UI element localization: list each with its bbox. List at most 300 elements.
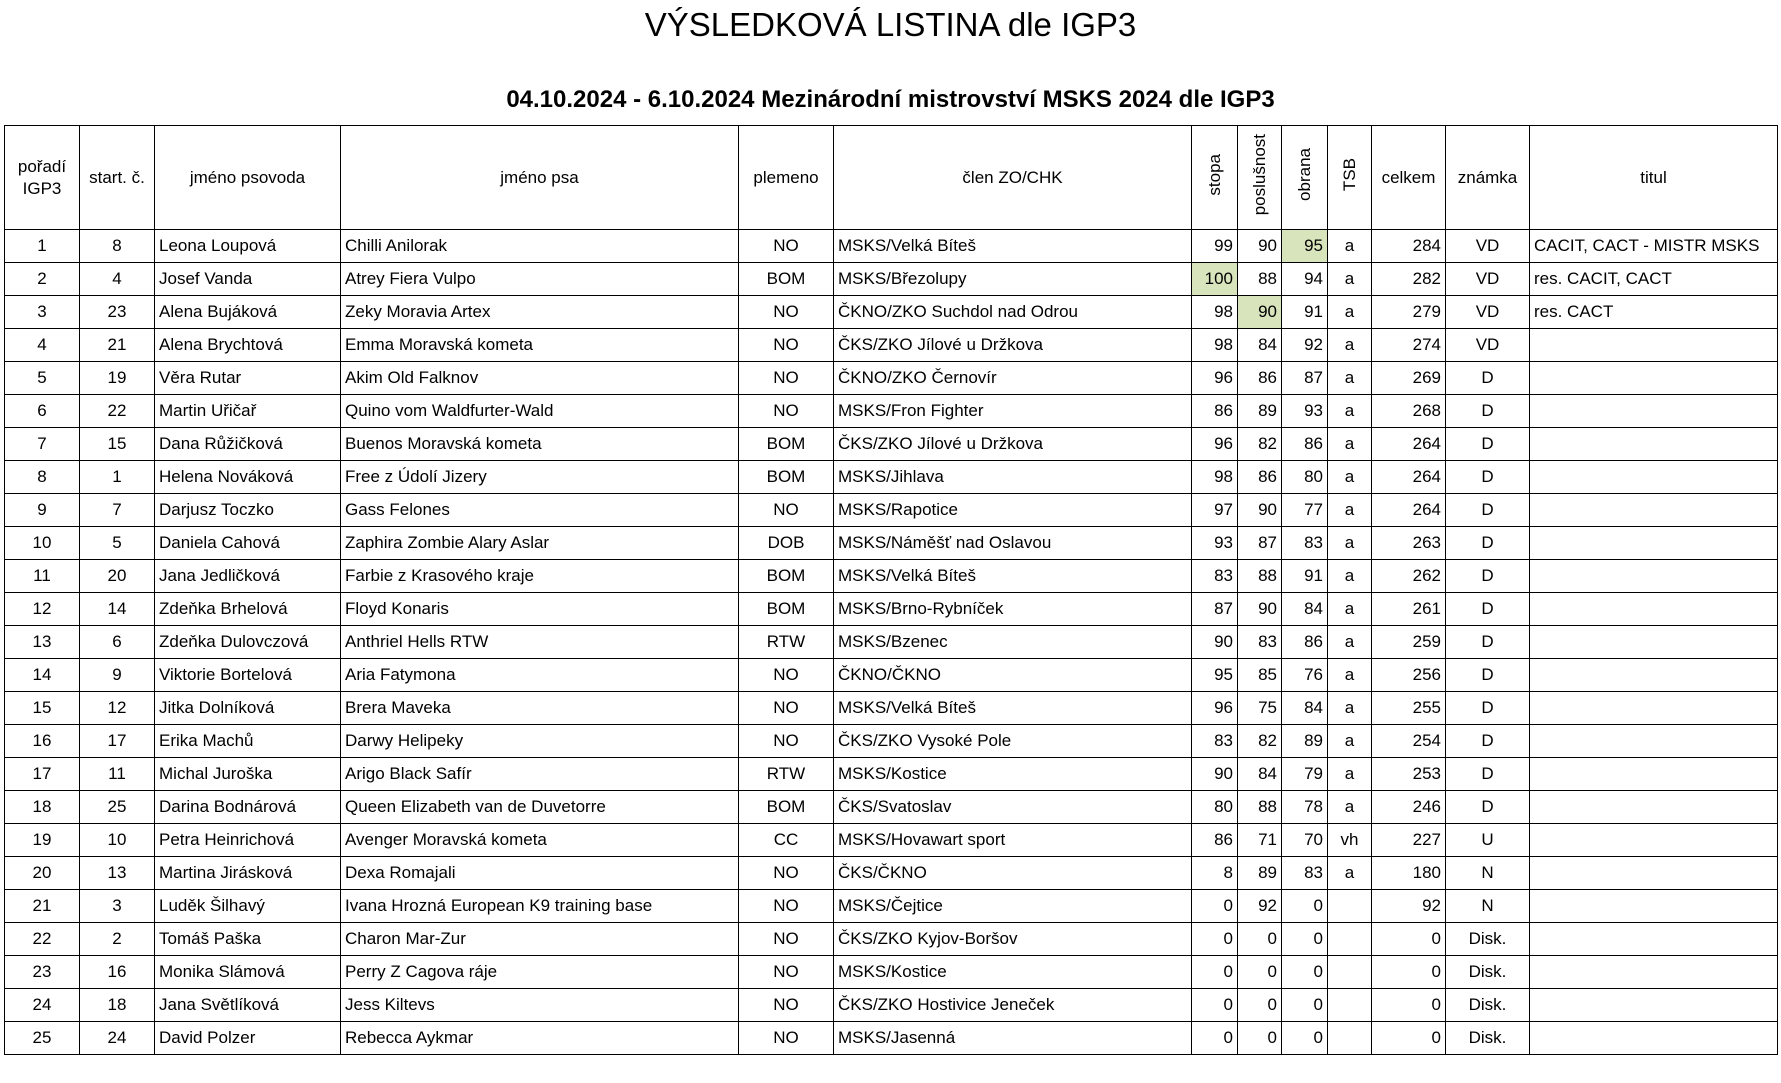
cell-obrana: 83 [1282, 527, 1328, 560]
cell-psovod: Leona Loupová [155, 230, 341, 263]
cell-poradi: 1 [5, 230, 80, 263]
table-row [5, 692, 1778, 725]
cell-poslusnost: 90 [1238, 230, 1282, 263]
cell-poslusnost: 84 [1238, 758, 1282, 791]
cell-start: 18 [80, 989, 155, 1022]
cell-titul: CACIT, CACT - MISTR MSKS [1530, 230, 1778, 263]
cell-obrana: 78 [1282, 791, 1328, 824]
cell-pes: Gass Felones [341, 494, 739, 527]
cell-start: 6 [80, 626, 155, 659]
cell-pes: Aria Fatymona [341, 659, 739, 692]
col-header-znamka: známka [1446, 126, 1530, 230]
col-header-celkem: celkem [1372, 126, 1446, 230]
cell-poslusnost: 89 [1238, 395, 1282, 428]
cell-pes: Arigo Black Safír [341, 758, 739, 791]
cell-poradi: 12 [5, 593, 80, 626]
table-row [5, 461, 1778, 494]
cell-plemeno: CC [739, 824, 834, 857]
cell-stopa: 86 [1192, 824, 1238, 857]
cell-poslusnost: 90 [1238, 593, 1282, 626]
cell-poslusnost: 0 [1238, 1022, 1282, 1055]
cell-poslusnost: 86 [1238, 362, 1282, 395]
table-row [5, 527, 1778, 560]
cell-clen: MSKS/Jihlava [834, 461, 1192, 494]
cell-poradi: 21 [5, 890, 80, 923]
cell-znamka: D [1446, 692, 1530, 725]
cell-plemeno: NO [739, 725, 834, 758]
cell-obrana: 0 [1282, 1022, 1328, 1055]
cell-psovod: Martin Uřičař [155, 395, 341, 428]
cell-tsb [1328, 923, 1372, 956]
cell-znamka: D [1446, 362, 1530, 395]
table-row [5, 494, 1778, 527]
cell-clen: MSKS/Bzenec [834, 626, 1192, 659]
table-row [5, 758, 1778, 791]
cell-plemeno: NO [739, 395, 834, 428]
cell-plemeno: NO [739, 1022, 834, 1055]
cell-znamka: Disk. [1446, 923, 1530, 956]
cell-clen: ČKS/Svatoslav [834, 791, 1192, 824]
table-row [5, 395, 1778, 428]
cell-stopa: 80 [1192, 791, 1238, 824]
cell-plemeno: NO [739, 692, 834, 725]
table-row [5, 659, 1778, 692]
cell-tsb: a [1328, 593, 1372, 626]
cell-stopa: 100 [1192, 263, 1238, 296]
col-header-stopa [1192, 126, 1238, 230]
cell-obrana: 84 [1282, 692, 1328, 725]
col-header-psovod: jméno psovoda [155, 126, 341, 230]
cell-obrana: 84 [1282, 593, 1328, 626]
cell-start: 9 [80, 659, 155, 692]
cell-pes: Chilli Anilorak [341, 230, 739, 263]
cell-tsb: a [1328, 494, 1372, 527]
cell-clen: ČKNO/ZKO Černovír [834, 362, 1192, 395]
cell-tsb: a [1328, 692, 1372, 725]
cell-pes: Akim Old Falknov [341, 362, 739, 395]
cell-psovod: Jitka Dolníková [155, 692, 341, 725]
cell-plemeno: BOM [739, 560, 834, 593]
cell-poradi: 4 [5, 329, 80, 362]
cell-znamka: D [1446, 560, 1530, 593]
cell-znamka: D [1446, 494, 1530, 527]
cell-celkem: 0 [1372, 1022, 1446, 1055]
cell-clen: MSKS/Velká Bíteš [834, 560, 1192, 593]
cell-stopa: 95 [1192, 659, 1238, 692]
cell-clen: ČKNO/ČKNO [834, 659, 1192, 692]
cell-psovod: Zdeňka Brhelová [155, 593, 341, 626]
cell-poslusnost: 88 [1238, 560, 1282, 593]
cell-pes: Farbie z Krasového kraje [341, 560, 739, 593]
cell-celkem: 282 [1372, 263, 1446, 296]
cell-start: 19 [80, 362, 155, 395]
cell-pes: Brera Maveka [341, 692, 739, 725]
table-row [5, 890, 1778, 923]
cell-clen: MSKS/Velká Bíteš [834, 692, 1192, 725]
cell-znamka: Disk. [1446, 1022, 1530, 1055]
cell-titul [1530, 329, 1778, 362]
cell-start: 16 [80, 956, 155, 989]
cell-start: 15 [80, 428, 155, 461]
cell-tsb: a [1328, 461, 1372, 494]
cell-stopa: 90 [1192, 758, 1238, 791]
cell-titul [1530, 461, 1778, 494]
cell-poradi: 9 [5, 494, 80, 527]
cell-plemeno: BOM [739, 428, 834, 461]
cell-poslusnost: 0 [1238, 923, 1282, 956]
cell-titul [1530, 527, 1778, 560]
cell-poslusnost: 75 [1238, 692, 1282, 725]
cell-poradi: 20 [5, 857, 80, 890]
cell-celkem: 274 [1372, 329, 1446, 362]
cell-pes: Zaphira Zombie Alary Aslar [341, 527, 739, 560]
cell-obrana: 86 [1282, 428, 1328, 461]
cell-psovod: Jana Světlíková [155, 989, 341, 1022]
cell-znamka: N [1446, 890, 1530, 923]
cell-stopa: 83 [1192, 725, 1238, 758]
cell-clen: MSKS/Rapotice [834, 494, 1192, 527]
cell-tsb [1328, 1022, 1372, 1055]
cell-stopa: 0 [1192, 989, 1238, 1022]
col-header-plemeno: plemeno [739, 126, 834, 230]
cell-psovod: Luděk Šilhavý [155, 890, 341, 923]
cell-obrana: 92 [1282, 329, 1328, 362]
cell-plemeno: BOM [739, 791, 834, 824]
cell-titul [1530, 560, 1778, 593]
cell-poradi: 23 [5, 956, 80, 989]
table-row [5, 593, 1778, 626]
cell-poslusnost: 85 [1238, 659, 1282, 692]
header-row [5, 126, 1778, 230]
cell-celkem: 256 [1372, 659, 1446, 692]
cell-clen: MSKS/Brno-Rybníček [834, 593, 1192, 626]
cell-titul [1530, 956, 1778, 989]
cell-celkem: 268 [1372, 395, 1446, 428]
cell-stopa: 90 [1192, 626, 1238, 659]
cell-obrana: 94 [1282, 263, 1328, 296]
cell-stopa: 99 [1192, 230, 1238, 263]
cell-poradi: 6 [5, 395, 80, 428]
col-header-titul: titul [1530, 126, 1778, 230]
col-header-obrana [1282, 126, 1328, 230]
cell-plemeno: NO [739, 362, 834, 395]
cell-tsb [1328, 956, 1372, 989]
cell-tsb: a [1328, 791, 1372, 824]
cell-celkem: 180 [1372, 857, 1446, 890]
cell-titul [1530, 989, 1778, 1022]
cell-pes: Atrey Fiera Vulpo [341, 263, 739, 296]
cell-start: 20 [80, 560, 155, 593]
cell-plemeno: NO [739, 989, 834, 1022]
cell-znamka: D [1446, 758, 1530, 791]
cell-clen: ČKS/ZKO Jílové u Držkova [834, 428, 1192, 461]
cell-psovod: Dana Růžičková [155, 428, 341, 461]
cell-znamka: D [1446, 461, 1530, 494]
cell-poradi: 2 [5, 263, 80, 296]
cell-pes: Charon Mar-Zur [341, 923, 739, 956]
cell-stopa: 96 [1192, 692, 1238, 725]
cell-stopa: 96 [1192, 362, 1238, 395]
cell-celkem: 264 [1372, 428, 1446, 461]
cell-celkem: 284 [1372, 230, 1446, 263]
cell-znamka: D [1446, 527, 1530, 560]
cell-poslusnost: 0 [1238, 989, 1282, 1022]
cell-titul [1530, 593, 1778, 626]
cell-psovod: Alena Bujáková [155, 296, 341, 329]
cell-celkem: 262 [1372, 560, 1446, 593]
cell-clen: MSKS/Kostice [834, 758, 1192, 791]
cell-psovod: Alena Brychtová [155, 329, 341, 362]
cell-obrana: 0 [1282, 923, 1328, 956]
cell-tsb: a [1328, 626, 1372, 659]
cell-plemeno: BOM [739, 593, 834, 626]
cell-obrana: 89 [1282, 725, 1328, 758]
cell-obrana: 79 [1282, 758, 1328, 791]
cell-tsb: a [1328, 527, 1372, 560]
cell-plemeno: BOM [739, 461, 834, 494]
cell-psovod: Věra Rutar [155, 362, 341, 395]
cell-start: 12 [80, 692, 155, 725]
col-header-start: start. č. [80, 126, 155, 230]
cell-stopa: 0 [1192, 890, 1238, 923]
cell-start: 4 [80, 263, 155, 296]
cell-tsb: a [1328, 758, 1372, 791]
cell-stopa: 0 [1192, 956, 1238, 989]
cell-poslusnost: 88 [1238, 791, 1282, 824]
cell-stopa: 98 [1192, 329, 1238, 362]
cell-celkem: 261 [1372, 593, 1446, 626]
cell-start: 22 [80, 395, 155, 428]
cell-poslusnost: 86 [1238, 461, 1282, 494]
cell-poslusnost: 87 [1238, 527, 1282, 560]
cell-start: 21 [80, 329, 155, 362]
page-title: VÝSLEDKOVÁ LISTINA dle IGP3 [644, 6, 1137, 43]
cell-psovod: Tomáš Paška [155, 923, 341, 956]
cell-celkem: 259 [1372, 626, 1446, 659]
cell-celkem: 253 [1372, 758, 1446, 791]
cell-titul [1530, 890, 1778, 923]
cell-tsb: a [1328, 329, 1372, 362]
cell-znamka: D [1446, 791, 1530, 824]
cell-clen: MSKS/Čejtice [834, 890, 1192, 923]
cell-obrana: 76 [1282, 659, 1328, 692]
cell-stopa: 83 [1192, 560, 1238, 593]
table-row [5, 1022, 1778, 1055]
col-header-clen: člen ZO/CHK [834, 126, 1192, 230]
cell-znamka: VD [1446, 263, 1530, 296]
cell-clen: ČKS/ZKO Vysoké Pole [834, 725, 1192, 758]
cell-obrana: 93 [1282, 395, 1328, 428]
cell-poslusnost: 90 [1238, 494, 1282, 527]
cell-plemeno: BOM [739, 263, 834, 296]
cell-stopa: 0 [1192, 923, 1238, 956]
cell-obrana: 87 [1282, 362, 1328, 395]
cell-pes: Queen Elizabeth van de Duvetorre [341, 791, 739, 824]
results-table [4, 125, 1778, 1055]
cell-titul [1530, 428, 1778, 461]
col-header-poradi: pořadí IGP3 [5, 126, 80, 230]
cell-pes: Zeky Moravia Artex [341, 296, 739, 329]
cell-poslusnost: 83 [1238, 626, 1282, 659]
cell-tsb [1328, 890, 1372, 923]
cell-titul [1530, 692, 1778, 725]
cell-clen: MSKS/Náměšť nad Oslavou [834, 527, 1192, 560]
cell-pes: Darwy Helipeky [341, 725, 739, 758]
cell-stopa: 0 [1192, 1022, 1238, 1055]
table-row [5, 791, 1778, 824]
table-row [5, 956, 1778, 989]
cell-plemeno: NO [739, 890, 834, 923]
cell-titul [1530, 659, 1778, 692]
cell-poradi: 11 [5, 560, 80, 593]
cell-psovod: Monika Slámová [155, 956, 341, 989]
col-header-tsb [1328, 126, 1372, 230]
cell-start: 1 [80, 461, 155, 494]
cell-celkem: 227 [1372, 824, 1446, 857]
table-row [5, 560, 1778, 593]
cell-celkem: 92 [1372, 890, 1446, 923]
cell-celkem: 279 [1372, 296, 1446, 329]
cell-znamka: D [1446, 626, 1530, 659]
cell-znamka: VD [1446, 329, 1530, 362]
cell-stopa: 86 [1192, 395, 1238, 428]
cell-titul [1530, 791, 1778, 824]
cell-start: 14 [80, 593, 155, 626]
cell-clen: MSKS/Fron Fighter [834, 395, 1192, 428]
cell-poslusnost: 92 [1238, 890, 1282, 923]
cell-clen: ČKS/ZKO Kyjov-Boršov [834, 923, 1192, 956]
cell-poradi: 7 [5, 428, 80, 461]
cell-stopa: 8 [1192, 857, 1238, 890]
cell-clen: MSKS/Březolupy [834, 263, 1192, 296]
cell-pes: Free z Údolí Jizery [341, 461, 739, 494]
cell-stopa: 97 [1192, 494, 1238, 527]
cell-tsb: a [1328, 560, 1372, 593]
col-header-obrana-label: obrana [1294, 148, 1314, 201]
cell-obrana: 0 [1282, 890, 1328, 923]
table-row [5, 923, 1778, 956]
cell-celkem: 254 [1372, 725, 1446, 758]
cell-pes: Dexa Romajali [341, 857, 739, 890]
cell-plemeno: NO [739, 296, 834, 329]
cell-pes: Floyd Konaris [341, 593, 739, 626]
cell-titul [1530, 1022, 1778, 1055]
cell-celkem: 255 [1372, 692, 1446, 725]
cell-psovod: Zdeňka Dulovczová [155, 626, 341, 659]
cell-tsb: a [1328, 857, 1372, 890]
cell-plemeno: NO [739, 956, 834, 989]
cell-titul [1530, 725, 1778, 758]
cell-start: 8 [80, 230, 155, 263]
cell-clen: ČKNO/ZKO Suchdol nad Odrou [834, 296, 1192, 329]
cell-clen: ČKS/ČKNO [834, 857, 1192, 890]
cell-psovod: Helena Nováková [155, 461, 341, 494]
cell-stopa: 87 [1192, 593, 1238, 626]
cell-plemeno: RTW [739, 758, 834, 791]
results-body [5, 230, 1778, 1055]
cell-tsb: a [1328, 362, 1372, 395]
cell-psovod: Michal Juroška [155, 758, 341, 791]
cell-poslusnost: 89 [1238, 857, 1282, 890]
cell-pes: Rebecca Aykmar [341, 1022, 739, 1055]
cell-znamka: D [1446, 593, 1530, 626]
cell-psovod: David Polzer [155, 1022, 341, 1055]
cell-psovod: Darina Bodnárová [155, 791, 341, 824]
cell-psovod: Jana Jedličková [155, 560, 341, 593]
cell-clen: MSKS/Jasenná [834, 1022, 1192, 1055]
cell-celkem: 0 [1372, 956, 1446, 989]
cell-start: 25 [80, 791, 155, 824]
cell-obrana: 91 [1282, 296, 1328, 329]
cell-obrana: 95 [1282, 230, 1328, 263]
cell-poslusnost: 90 [1238, 296, 1282, 329]
cell-poradi: 13 [5, 626, 80, 659]
cell-poradi: 24 [5, 989, 80, 1022]
col-header-poslusnost [1238, 126, 1282, 230]
cell-stopa: 98 [1192, 461, 1238, 494]
table-row [5, 329, 1778, 362]
cell-plemeno: DOB [739, 527, 834, 560]
cell-titul: res. CACT [1530, 296, 1778, 329]
cell-poradi: 3 [5, 296, 80, 329]
cell-pes: Buenos Moravská kometa [341, 428, 739, 461]
cell-znamka: VD [1446, 230, 1530, 263]
table-row [5, 230, 1778, 263]
cell-start: 3 [80, 890, 155, 923]
table-row [5, 296, 1778, 329]
cell-pes: Avenger Moravská kometa [341, 824, 739, 857]
cell-clen: MSKS/Kostice [834, 956, 1192, 989]
cell-obrana: 83 [1282, 857, 1328, 890]
cell-znamka: N [1446, 857, 1530, 890]
cell-stopa: 96 [1192, 428, 1238, 461]
cell-celkem: 246 [1372, 791, 1446, 824]
cell-poslusnost: 84 [1238, 329, 1282, 362]
cell-titul [1530, 857, 1778, 890]
cell-poradi: 16 [5, 725, 80, 758]
cell-poradi: 22 [5, 923, 80, 956]
cell-obrana: 70 [1282, 824, 1328, 857]
cell-titul [1530, 362, 1778, 395]
table-row [5, 263, 1778, 296]
cell-znamka: D [1446, 395, 1530, 428]
cell-poradi: 10 [5, 527, 80, 560]
cell-znamka: U [1446, 824, 1530, 857]
cell-psovod: Josef Vanda [155, 263, 341, 296]
cell-celkem: 0 [1372, 923, 1446, 956]
cell-titul [1530, 824, 1778, 857]
cell-poradi: 25 [5, 1022, 80, 1055]
cell-plemeno: NO [739, 230, 834, 263]
cell-obrana: 0 [1282, 956, 1328, 989]
cell-plemeno: RTW [739, 626, 834, 659]
cell-tsb: a [1328, 725, 1372, 758]
cell-tsb [1328, 989, 1372, 1022]
cell-znamka: D [1446, 428, 1530, 461]
cell-start: 13 [80, 857, 155, 890]
table-row [5, 725, 1778, 758]
table-row [5, 362, 1778, 395]
cell-poradi: 8 [5, 461, 80, 494]
table-row [5, 989, 1778, 1022]
cell-pes: Jess Kiltevs [341, 989, 739, 1022]
cell-titul [1530, 494, 1778, 527]
cell-stopa: 93 [1192, 527, 1238, 560]
cell-znamka: Disk. [1446, 956, 1530, 989]
cell-psovod: Erika Machů [155, 725, 341, 758]
cell-psovod: Darjusz Toczko [155, 494, 341, 527]
cell-clen: ČKS/ZKO Hostivice Jeneček [834, 989, 1192, 1022]
